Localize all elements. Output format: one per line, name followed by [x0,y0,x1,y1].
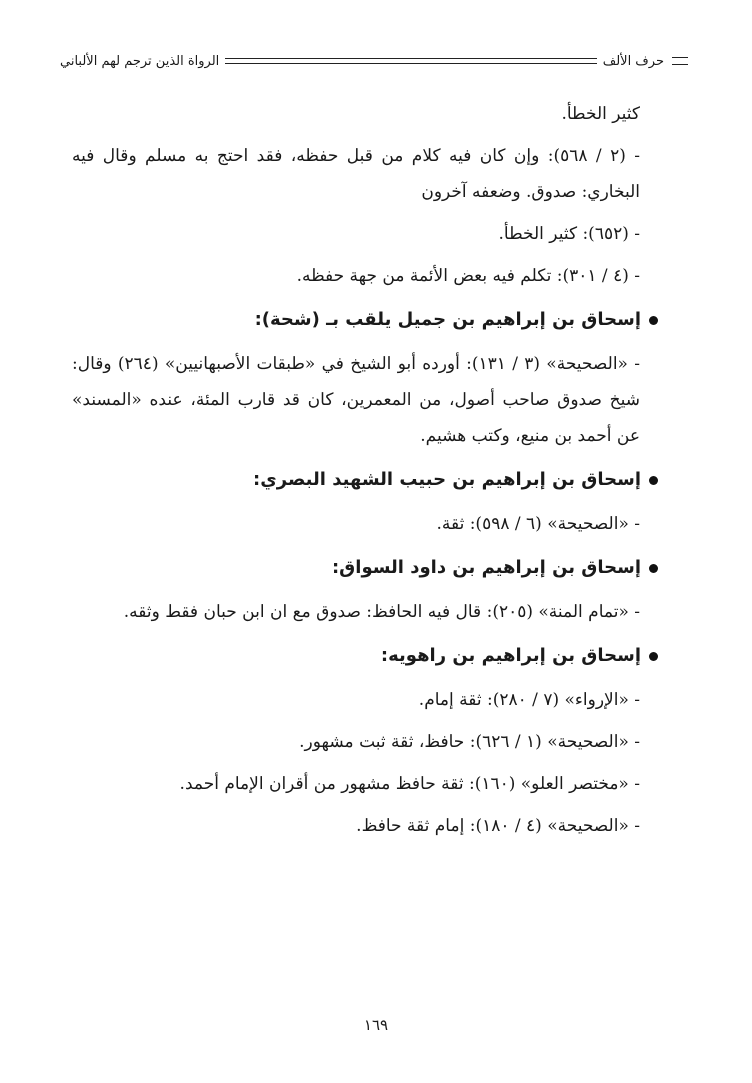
running-header [60,50,688,72]
entry-text: - (٦٥٢): كثير الخطأ. [498,224,640,244]
header-chapter: حرف الألف [602,53,664,69]
entry-text: كثير الخطأ. [561,104,640,124]
header-double-dash [672,57,688,65]
header-double-rule [225,58,596,64]
narrator-name: إسحاق بن إبراهيم بن راهويه: [380,645,641,666]
entry-text: - «تمام المنة» (٢٠٥): قال فيه الحافظ: صدوق مع ان ابن حبان فقط وثقه. [123,602,640,622]
narrator-heading [72,548,658,588]
bullet-icon [649,652,658,661]
narrator-name: إسحاق بن إبراهيم بن حبيب الشهيد البصري: [253,469,641,490]
header-book-title: الرواة الذين ترجم لهم الألباني [60,53,220,69]
bullet-icon [649,564,658,573]
entry-text: - «الصحيحة» (١ / ٦٢٦): حافظ، ثقة ثبت مشهور. [299,732,640,752]
bullet-icon [649,476,658,485]
entry-text: - «الصحيحة» (٤ / ١٨٠): إمام ثقة حافظ. [356,816,640,836]
entry-text: - (٢ / ٥٦٨): وإن كان فيه كلام من قبل حفظه، فقد احتج به مسلم وقال فيه البخاري: صدوق. وضعفه آخرون [72,146,640,202]
bullet-icon [649,316,658,325]
entry-text: - «الصحيحة» (٣ / ١٣١): أورده أبو الشيخ في «طبقات الأصبهانيين» (٢٦٤) وقال: شيخ صدوق صاحب أصول، من المعمرين، كان قد قارب المئة، عنده «المسند» عن أحمد بن منيع، وكتب هشيم. [72,354,640,446]
page-number: ١٦٩ [363,1016,389,1034]
page-body [72,96,640,850]
narrator-heading [72,636,658,676]
narrator-heading [72,460,658,500]
narrator-name: إسحاق بن إبراهيم بن جميل يلقب بـ (شحة): [254,309,641,330]
entry-text: - «الصحيحة» (٦ / ٥٩٨): ثقة. [436,514,640,534]
narrator-heading [72,300,658,340]
narrator-name: إسحاق بن إبراهيم بن داود السواق: [331,557,641,578]
entry-text: - «مختصر العلو» (١٦٠): ثقة حافظ مشهور من أقران الإمام أحمد. [179,774,640,794]
entry-text: - «الإرواء» (٧ / ٢٨٠): ثقة إمام. [418,690,640,710]
entry-text: - (٤ / ٣٠١): تكلم فيه بعض الأئمة من جهة حفظه. [296,266,640,286]
